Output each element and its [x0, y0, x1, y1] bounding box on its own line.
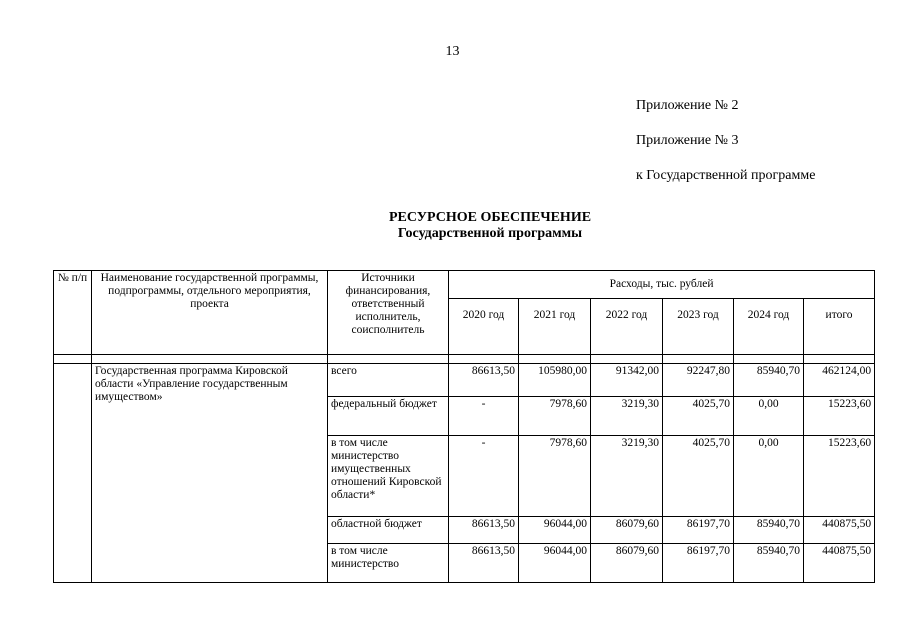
source-cell: в том числе министерство [328, 544, 449, 583]
appendix-line-2: Приложение № 3 [636, 133, 739, 148]
value-cell: 3219,30 [591, 436, 663, 517]
value-cell: - [449, 436, 519, 517]
value-cell: 96044,00 [519, 544, 591, 583]
value-cell: 86079,60 [591, 544, 663, 583]
source-cell: всего [328, 364, 449, 397]
value-cell: 105980,00 [519, 364, 591, 397]
appendix-line-1: Приложение № 2 [636, 98, 739, 113]
value-cell: 462124,00 [804, 364, 875, 397]
program-name: Государственная программа Кировской области «Управление государственным имуществом» [92, 364, 328, 583]
value-cell: 86079,60 [591, 517, 663, 544]
header-name: Наименование государственной программы, подпрограммы, отдельного мероприятия, проекта [92, 271, 328, 355]
appendix-line-3: к Государственной программе [636, 168, 816, 183]
value-cell: 440875,50 [804, 544, 875, 583]
value-cell: 7978,60 [519, 436, 591, 517]
header-expenses: Расходы, тыс. рублей [449, 271, 875, 299]
header-year: 2020 год [449, 299, 519, 355]
header-total: итого [804, 299, 875, 355]
value-cell: 91342,00 [591, 364, 663, 397]
value-cell: 7978,60 [519, 397, 591, 436]
value-cell: 85940,70 [734, 517, 804, 544]
source-cell: федеральный бюджет [328, 397, 449, 436]
source-cell: в том числе министерство имущественных отношений Кировской области* [328, 436, 449, 517]
header-year: 2023 год [663, 299, 734, 355]
spacer-row [54, 355, 875, 364]
resource-table [53, 270, 875, 583]
header-year: 2022 год [591, 299, 663, 355]
value-cell: 15223,60 [804, 436, 875, 517]
value-cell: 86197,70 [663, 517, 734, 544]
value-cell: 86613,50 [449, 544, 519, 583]
title-line-2: Государственной программы [397, 226, 583, 241]
value-cell: 85940,70 [734, 364, 804, 397]
value-cell: 4025,70 [663, 397, 734, 436]
header-num: № п/п [54, 271, 92, 355]
source-cell: областной бюджет [328, 517, 449, 544]
title-line-1: РЕСУРСНОЕ ОБЕСПЕЧЕНИЕ [388, 210, 592, 225]
header-year: 2024 год [734, 299, 804, 355]
value-cell: 0,00 [734, 397, 804, 436]
document-title [0, 210, 905, 242]
row-number-cell [54, 364, 92, 583]
value-cell: 96044,00 [519, 517, 591, 544]
value-cell: 85940,70 [734, 544, 804, 583]
value-cell: 92247,80 [663, 364, 734, 397]
value-cell: 440875,50 [804, 517, 875, 544]
value-cell: 86613,50 [449, 517, 519, 544]
value-cell: 15223,60 [804, 397, 875, 436]
value-cell: 86613,50 [449, 364, 519, 397]
value-cell: 86197,70 [663, 544, 734, 583]
page-number: 13 [445, 44, 460, 59]
value-cell: 4025,70 [663, 436, 734, 517]
header-source: Источники финансирования, ответственный исполнитель, соисполнитель [328, 271, 449, 355]
value-cell: 3219,30 [591, 397, 663, 436]
value-cell: - [449, 397, 519, 436]
table-row [54, 364, 875, 397]
value-cell: 0,00 [734, 436, 804, 517]
header-year: 2021 год [519, 299, 591, 355]
header-row-1 [54, 271, 875, 299]
